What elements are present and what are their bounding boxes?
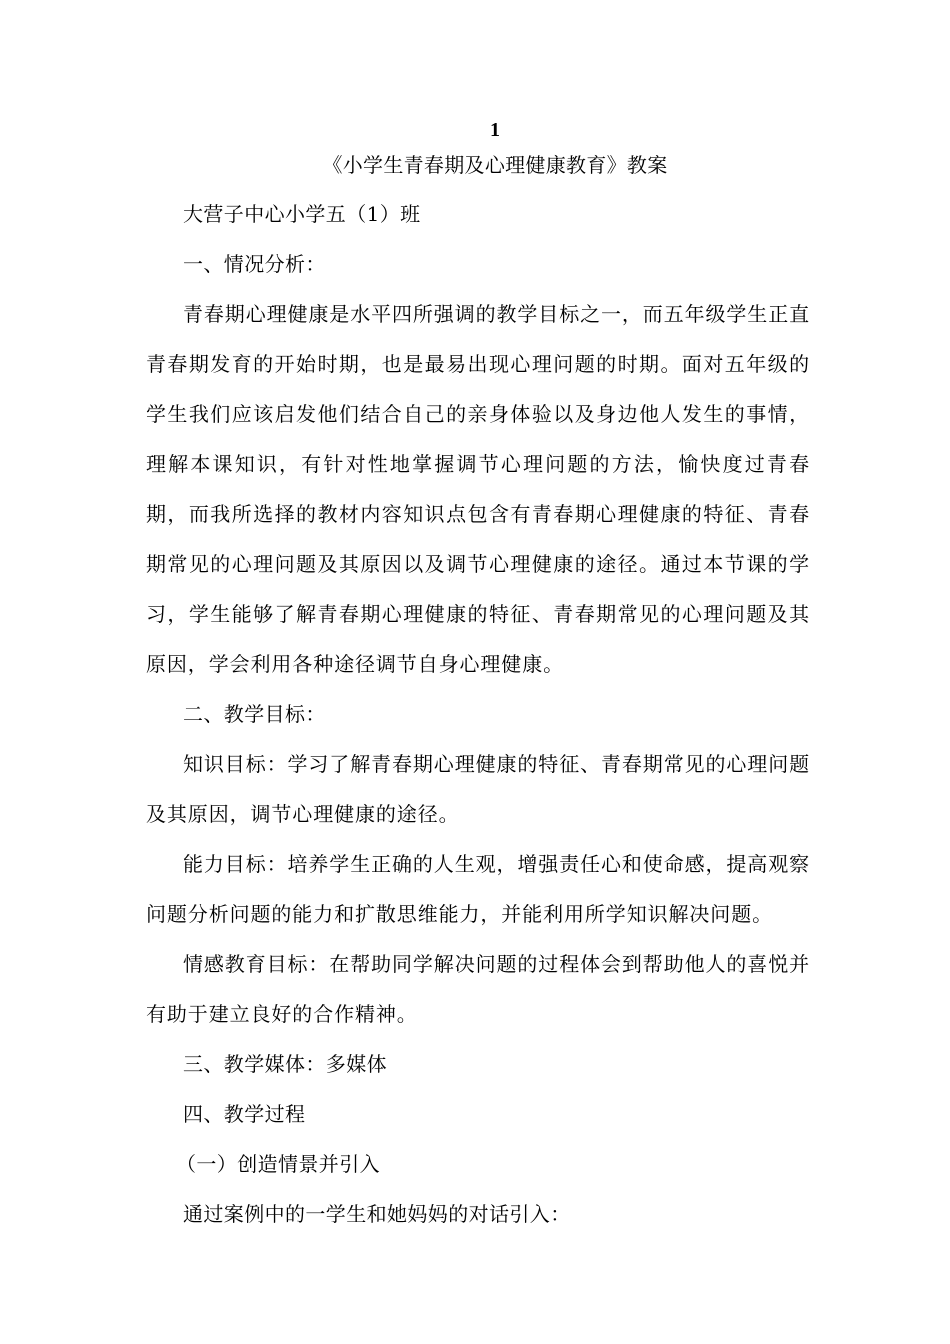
analysis-paragraph: 青春期心理健康是水平四所强调的教学目标之一，而五年级学生正直青春期发育的开始时期，也是最易出现心理问题的时期。面对五年级的学生我们应该启发他们结合自己的亲身体验以及身边他人发生的事情，理解本课知识，有针对性地掌握调节心理问题的方法，愉快度过青春期，而我所选择的教材内容知识点包含有青春期心理健康的特征、青春期常见的心理问题及其原因以及调节心理健康的途径。通过本节课的学习，学生能够了解青春期心理健康的特征、青春期常见的心理问题及其原因，学会利用各种途径调节自身心理健康。	[146, 302, 810, 676]
knowledge-goal-paragraph: 知识目标：学习了解青春期心理健康的特征、青春期常见的心理问题及其原因，调节心理健康的途径。	[146, 752, 810, 826]
intro-line: 通过案例中的一学生和她妈妈的对话引入：	[183, 1202, 571, 1226]
subsection-heading-intro: （一）创造情景并引入	[176, 1152, 380, 1176]
section-heading-analysis: 一、情况分析：	[183, 252, 326, 276]
emotion-goal-paragraph: 情感教育目标：在帮助同学解决问题的过程体会到帮助他人的喜悦并有助于建立良好的合作精神。	[146, 952, 810, 1026]
page-number: 1	[490, 119, 500, 141]
school-class-line: 大营子中心小学五（1）班	[183, 202, 421, 226]
section-heading-media: 三、教学媒体：多媒体	[183, 1052, 387, 1076]
section-heading-goals: 二、教学目标：	[183, 702, 326, 726]
section-heading-process: 四、教学过程	[183, 1102, 306, 1126]
document-title: 《小学生青春期及心理健康教育》教案	[322, 153, 668, 177]
ability-goal-paragraph: 能力目标：培养学生正确的人生观，增强责任心和使命感，提高观察问题分析问题的能力和扩散思维能力，并能利用所学知识解决问题。	[146, 852, 810, 926]
